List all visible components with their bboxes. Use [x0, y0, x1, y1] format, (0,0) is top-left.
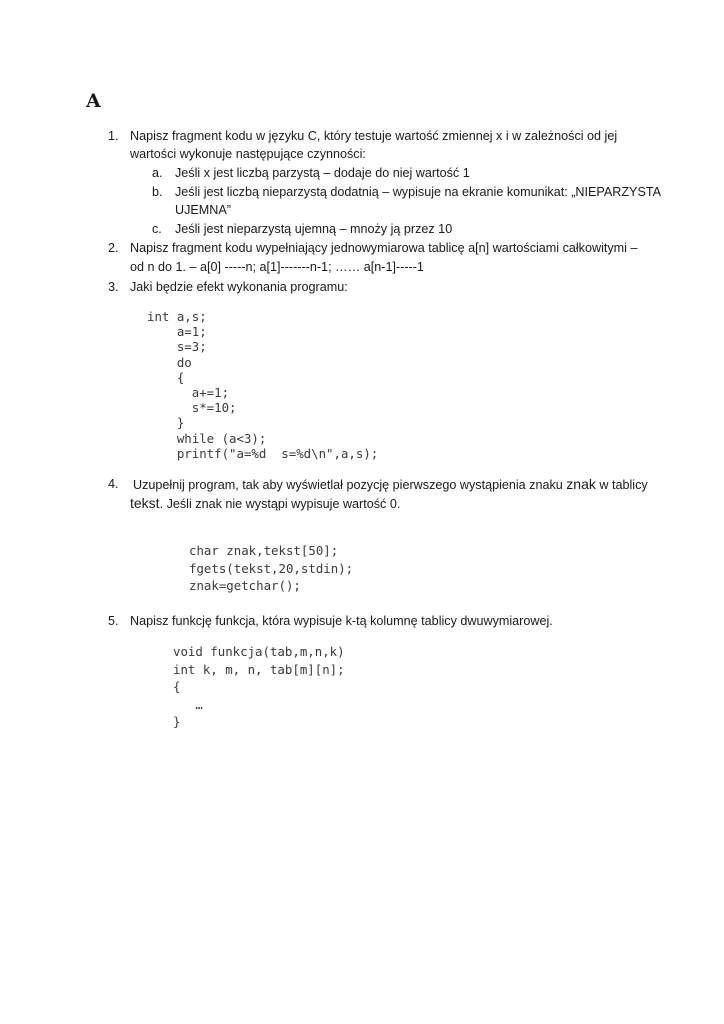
q4-text-pre: Uzupełnij program, tak aby wyświetlał pozycję pierwszego wystąpienia znaku: [133, 478, 563, 492]
q3-number: 3.: [108, 280, 119, 294]
q1-item-b-text-cont: UJEMNA”: [175, 203, 231, 217]
q1-item-a-marker: a.: [152, 166, 163, 180]
q5-text: Napisz funkcję funkcja, która wypisuje k-tą kolumnę tablicy dwuwymiarowej.: [130, 614, 553, 628]
q4-text-mid: w tablicy: [599, 478, 648, 492]
q4-code-block: char znak,tekst[50]; fgets(tekst,20,stdin); znak=getchar();: [189, 543, 354, 594]
q5-code-block: void funkcja(tab,m,n,k) int k, m, n, tab[m][n]; { … }: [173, 644, 345, 730]
q4-var-znak: znak: [566, 476, 596, 492]
q1-text-line2: wartości wykonuje następujące czynności:: [130, 147, 366, 161]
section-heading: A: [86, 90, 102, 112]
q2-text-line1: Napisz fragment kodu wypełniający jednowymiarowa tablicę a[n] wartościami całkowitymi –: [130, 241, 638, 255]
q1-item-b-marker: b.: [152, 185, 163, 199]
q3-code-block: int a,s; a=1; s=3; do { a+=1; s*=10; } while (a<3); printf("a=%d s=%d\n",a,s);: [147, 309, 379, 461]
q4-text-line2: [130, 494, 400, 513]
q1-item-b-text: Jeśli jest liczbą nieparzystą dodatnią – wypisuje na ekranie komunikat: „NIEPARZYSTA: [175, 185, 662, 199]
q5-number: 5.: [108, 614, 119, 628]
q1-number: 1.: [108, 129, 119, 143]
q2-text-line2: od n do 1. – a[0] -----n; a[1]-------n-1; …… a[n-1]-----1: [130, 260, 424, 274]
q4-text-line1: [133, 475, 648, 494]
q1-item-c-marker: c.: [152, 222, 162, 236]
q1-item-c-text: Jeśli jest nieparzystą ujemną – mnoży ją przez 10: [175, 222, 453, 236]
q4-var-tekst: tekst: [130, 495, 160, 511]
q1-item-a-text: Jeśli x jest liczbą parzystą – dodaje do niej wartość 1: [175, 166, 470, 180]
q2-number: 2.: [108, 241, 119, 255]
q1-text-line1: Napisz fragment kodu w języku C, który testuje wartość zmiennej x i w zależności od jej: [130, 129, 618, 143]
q3-text: Jaki będzie efekt wykonania programu:: [130, 280, 348, 294]
q4-number: 4.: [108, 477, 119, 491]
q4-text-post: . Jeśli znak nie wystąpi wypisuje wartość 0.: [159, 497, 401, 511]
